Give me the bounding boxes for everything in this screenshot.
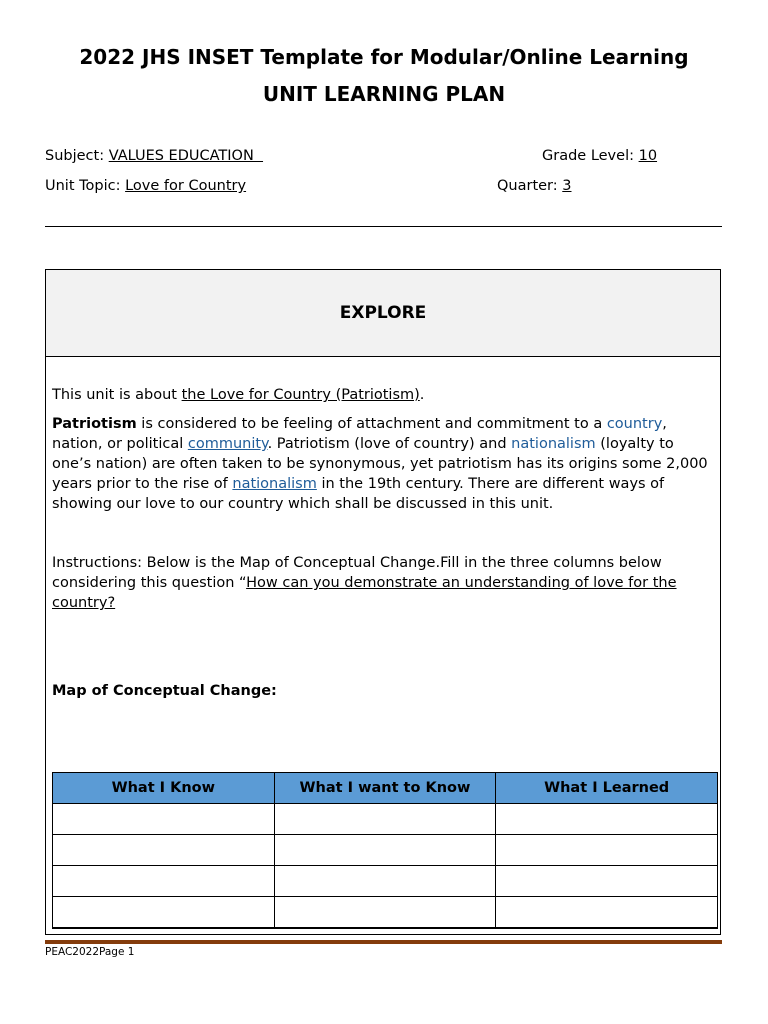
column-header-what-i-want-to-know: What I want to Know <box>274 773 496 804</box>
instructions-paragraph <box>52 553 717 613</box>
subject-value: VALUES EDUCATION <box>108 148 264 164</box>
table-cell[interactable] <box>274 804 496 835</box>
table-cell[interactable] <box>274 897 496 929</box>
patriotism-text-1: is considered to be feeling of attachment and commitment to a <box>136 416 607 432</box>
column-header-what-i-know: What I Know <box>53 773 275 804</box>
footer-divider <box>45 940 722 944</box>
patriotism-text-3: . Patriotism (love of country) and <box>267 436 512 452</box>
header-divider <box>45 226 722 227</box>
footer-page-label: PEAC2022Page 1 <box>45 946 135 958</box>
table-cell[interactable] <box>53 897 275 929</box>
table-cell[interactable] <box>53 866 275 897</box>
patriotism-term: Patriotism <box>52 416 137 432</box>
map-heading: Map of Conceptual Change: <box>52 683 277 699</box>
table-row <box>53 866 718 897</box>
instructions-prefix: Instructions: Below is the Map of Conceptual Change.Fill in the three columns below considering this question “ <box>52 555 662 591</box>
unit-topic-value: Love for Country <box>125 178 247 194</box>
document-title: 2022 JHS INSET Template for Modular/Online Learning <box>79 45 689 69</box>
unit-topic-field <box>45 178 246 194</box>
about-topic: the Love for Country (Patriotism) <box>181 387 420 403</box>
table-cell[interactable] <box>496 835 718 866</box>
subject-field <box>45 148 263 164</box>
table-row <box>53 897 718 929</box>
instructions-question: How can you demonstrate an understanding of love for the country? <box>52 575 677 611</box>
link-community[interactable]: community <box>187 436 268 452</box>
link-country[interactable]: country <box>606 416 663 432</box>
table-cell[interactable] <box>274 866 496 897</box>
quarter-label: Quarter: <box>497 178 563 194</box>
grade-level-value: 10 <box>638 148 658 164</box>
grade-level-field <box>542 148 657 164</box>
quarter-field <box>497 178 572 194</box>
table-cell[interactable] <box>274 835 496 866</box>
patriotism-paragraph <box>52 414 717 514</box>
conceptual-change-table <box>52 772 718 929</box>
document-subtitle: UNIT LEARNING PLAN <box>262 82 506 106</box>
patriotism-text-2: , nation, or political <box>52 416 667 452</box>
grade-level-label: Grade Level: <box>542 148 639 164</box>
table-row <box>53 804 718 835</box>
table-cell[interactable] <box>496 804 718 835</box>
link-nationalism-1[interactable]: nationalism <box>511 436 596 452</box>
table-cell[interactable] <box>496 897 718 929</box>
link-nationalism-2[interactable]: nationalism <box>232 476 317 492</box>
about-prefix: This unit is about <box>52 387 182 403</box>
subject-label: Subject: <box>45 148 109 164</box>
unit-topic-label: Unit Topic: <box>45 178 126 194</box>
patriotism-text-5: in the 19th century. There are different ways of showing our love to our country which shall be discussed in this unit. <box>52 476 665 512</box>
table-cell[interactable] <box>496 866 718 897</box>
unit-about-paragraph <box>52 385 717 405</box>
table-cell[interactable] <box>53 804 275 835</box>
patriotism-text-4: (loyalty to one’s nation) are often taken to be synonymous, yet patriotism has its origins some 2,000 years prior to the rise of <box>52 436 708 492</box>
quarter-value: 3 <box>562 178 572 194</box>
explore-heading: EXPLORE <box>46 270 720 357</box>
column-header-what-i-learned: What I Learned <box>496 773 718 804</box>
about-suffix: . <box>419 387 425 403</box>
table-header-row <box>53 773 718 804</box>
table-cell[interactable] <box>53 835 275 866</box>
table-row <box>53 835 718 866</box>
